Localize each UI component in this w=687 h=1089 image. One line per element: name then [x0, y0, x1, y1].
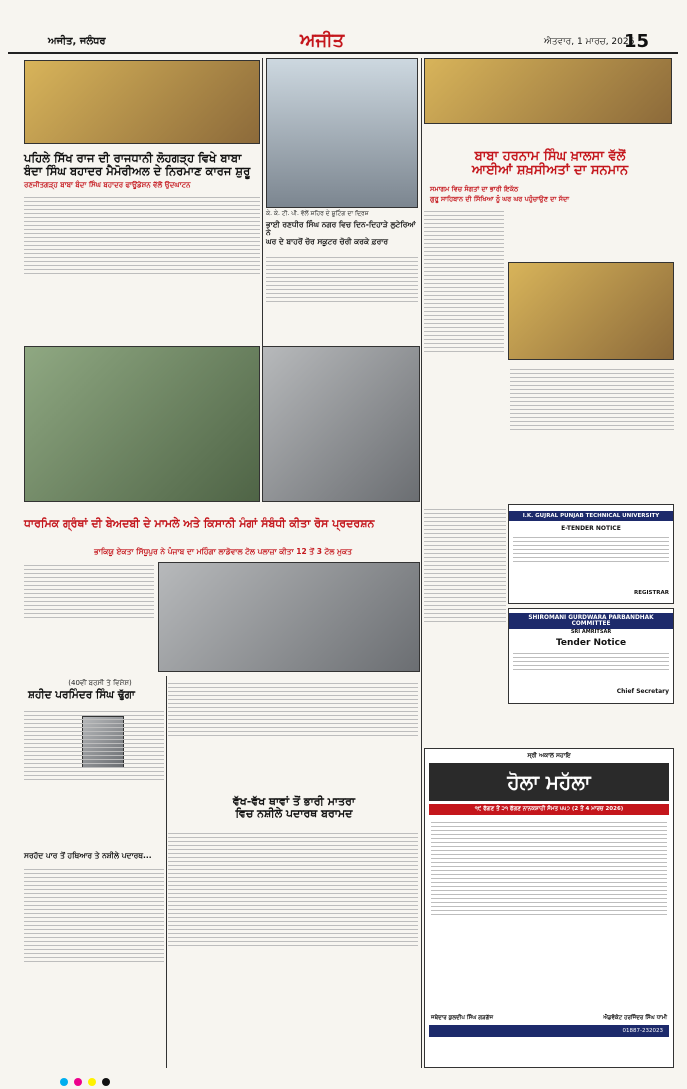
story3-headline-line2: ਆਈਆਂ ਸ਼ਖ਼ਸੀਅਤਾਂ ਦਾ ਸਨਮਾਨ [471, 163, 629, 179]
obituary-name: ਸ਼ਹੀਦ ਪਰਮਿੰਦਰ ਸਿੰਘ ਢੁੱਗਾ [28, 689, 135, 701]
header-city: ਅਜੀਤ, ਜਲੰਧਰ [48, 36, 106, 47]
ptu-org: I.K. GUJRAL PUNJAB TECHNICAL UNIVERSITY [509, 511, 673, 521]
sgpc-org: SHIROMANI GURDWARA PARBANDHAK COMMITTEE [509, 613, 673, 629]
footer-swatch-black [102, 1078, 110, 1086]
story5-headline-line1: ਵੱਖ-ਵੱਖ ਥਾਵਾਂ ਤੋਂ ਭਾਰੀ ਮਾਤਰਾ [232, 795, 356, 808]
story2-headline [266, 221, 418, 246]
story6-body [24, 866, 164, 1066]
column-rule [166, 676, 167, 1068]
story2-body [266, 254, 418, 346]
story1-headline-line1: ਪਹਿਲੇ ਸਿੱਖ ਰਾਜ ਦੀ ਰਾਜਧਾਨੀ ਲੋਹਗੜ੍ਹ ਵਿਖੇ ਬਾਬਾ [24, 151, 242, 165]
story1-subhead: ਰਣਜੀਤਗੜ੍ਹ ਬਾਬਾ ਬੰਦਾ ਸਿੰਘ ਬਹਾਦਰ ਫਾਊਂਡੇਸ਼ਨ ਵੱਲੋਂ ਉਦਘਾਟਨ [24, 181, 191, 189]
story2-headline-line1: ਭਾਈ ਰਣਧੀਰ ਸਿੰਘ ਨਗਰ ਵਿਚ ਦਿਨ-ਦਿਹਾੜੇ ਲੁਟੇਰਿਆਂ ਨੇ [266, 220, 416, 238]
hola-title: ਹੋਲਾ ਮਹੱਲਾ [507, 770, 591, 794]
column-rule [421, 58, 422, 1068]
header-date: ਐਤਵਾਰ, 1 ਮਾਰਚ, 2026 [544, 37, 635, 47]
footer-swatch-yellow [88, 1078, 96, 1086]
story2-headline-line2: ਘਰ ਦੇ ਬਾਹਰੋਂ ਚੋਰ ਸਕੂਟਰ ਚੋਰੀ ਕਰਕੇ ਫ਼ਰਾਰ [266, 236, 389, 246]
footer-color-strip [0, 1075, 687, 1089]
photo-toll-protest [158, 562, 420, 672]
hola-signatory-left: ਜਥੇਦਾਰ ਕੁਲਦੀਪ ਸਿੰਘ ਗੜਗੱਜ [431, 1015, 494, 1021]
footer-swatch-cyan [60, 1078, 68, 1086]
story1-body [24, 194, 260, 342]
story3-headline-line1: ਬਾਬਾ ਹਰਨਾਮ ਸਿੰਘ ਖ਼ਾਲਸਾ ਵੱਲੋਂ [474, 149, 626, 164]
story5-headline [172, 796, 416, 820]
story4-body [24, 562, 154, 672]
story5-headline-line2: ਵਿਚ ਨਸ਼ੀਲੇ ਪਦਾਰਥ ਬਰਾਮਦ [235, 807, 353, 821]
story3-headline [430, 150, 670, 179]
page-number: 15 [624, 31, 650, 52]
hola-banner [429, 763, 669, 801]
story5-body [168, 830, 418, 1066]
photo-honour [424, 58, 672, 124]
story3-body [424, 208, 504, 498]
ptu-notice [508, 504, 674, 604]
obituary-tag: (40ਵੀਂ ਬਰਸੀ ਤੇ ਵਿਸ਼ੇਸ਼) [68, 679, 132, 687]
ptu-title: E-TENDER NOTICE [561, 525, 621, 532]
hola-signatories [425, 1015, 673, 1022]
hola-mahalla-ad [424, 748, 674, 1068]
hola-signatory-right: ਐਡਵੋਕੇਟ ਹਰਜਿੰਦਰ ਸਿੰਘ ਧਾਮੀ [603, 1015, 667, 1021]
obituary-body [24, 708, 164, 848]
story5-body-top [168, 680, 418, 792]
photo-saropa [508, 262, 674, 360]
ptu-body [509, 532, 673, 590]
story6-headline: ਸਰਹੱਦ ਪਾਰ ਤੋਂ ਹਥਿਆਰ ਤੇ ਨਸ਼ੀਲੇ ਪਦਾਰਥ... [24, 851, 152, 860]
column-rule [262, 58, 263, 346]
sgpc-sign: Chief Secretary [616, 688, 669, 695]
story3-bullet-2: ਗੁਰੂ ਸਾਹਿਬਾਨ ਦੀ ਸਿੱਖਿਆ ਨੂੰ ਘਰ ਘਰ ਪਹੁੰਚਾਉਣ ਦਾ ਸੱਦਾ [430, 195, 570, 203]
footer-swatch-magenta [74, 1078, 82, 1086]
sgpc-body [509, 648, 673, 688]
hola-body [425, 815, 673, 1015]
story3-bullet-1: ਸਮਾਗਮ ਵਿਚ ਸੰਗਤਾਂ ਦਾ ਭਾਰੀ ਇਕੱਠ [430, 185, 519, 193]
sgpc-title: Tender Notice [555, 638, 627, 648]
sgpc-notice [508, 608, 674, 704]
photo-cctv [266, 58, 418, 208]
story1-headline [24, 152, 260, 177]
sgpc-city: SRI AMRITSAR [570, 629, 612, 635]
story4-headline: ਧਾਰਮਿਕ ਗ੍ਰੰਥਾਂ ਦੀ ਬੇਅਦਬੀ ਦੇ ਮਾਮਲੇ ਅਤੇ ਕਿਸਾਨੀ ਮੰਗਾਂ ਸੰਬੰਧੀ ਕੀਤਾ ਰੋਸ ਪ੍ਰਦਰਸ਼ਨ [24, 517, 375, 530]
story3-body-right [510, 366, 674, 498]
photo-ceremony [24, 60, 260, 144]
story1-headline-line2: ਬੰਦਾ ਸਿੰਘ ਬਹਾਦਰ ਮੈਮੋਰੀਅਲ ਦੇ ਨਿਰਮਾਣ ਕਾਰਜ ਸ਼ੁਰੂ [24, 163, 251, 178]
story4-body-center [348, 508, 420, 558]
ptu-sign: REGISTRAR [634, 590, 669, 596]
masthead: ਅਜੀਤ [300, 30, 345, 51]
hola-phone: 01887-232023 [429, 1025, 669, 1037]
photo-toll-plaza [262, 346, 420, 502]
hola-top: ਸ੍ਰੀ ਅਕਾਲ ਸਹਾਇ [527, 752, 571, 759]
story4-subhead: ਭਾਕਿਯੂ ਏਕਤਾ ਸਿੱਧੂਪੁਰ ਨੇ ਪੰਜਾਬ ਦਾ ਮਹਿੰਗਾ ਲਾਡੋਵਾਲ ਟੋਲ ਪਲਾਜ਼ਾ ਕੀਤਾ 12 ਤੋਂ 3 ਟੋਲ ਮੁਕਤ [94, 547, 352, 556]
right-column-body [424, 506, 506, 746]
hola-dates: ੧੯ ਫੱਗਣ ਤੋਂ ੨੧ ਫੱਗਣ ਨਾਨਕਸ਼ਾਹੀ ਸੰਮਤ ੫੫੭ (2 ਤੋਂ 4 ਮਾਰਚ 2026) [429, 804, 669, 815]
story2-caption: ਕੇ. ਕੇ. ਟੀ. ਪੀ. ਵੱਲੋਂ ਸ਼ਹਿਰ ਦੇ ਸ਼ੂਟਿੰਗ ਦਾ ਦ੍ਰਿਸ਼ [266, 210, 369, 217]
photo-protest [24, 346, 260, 502]
